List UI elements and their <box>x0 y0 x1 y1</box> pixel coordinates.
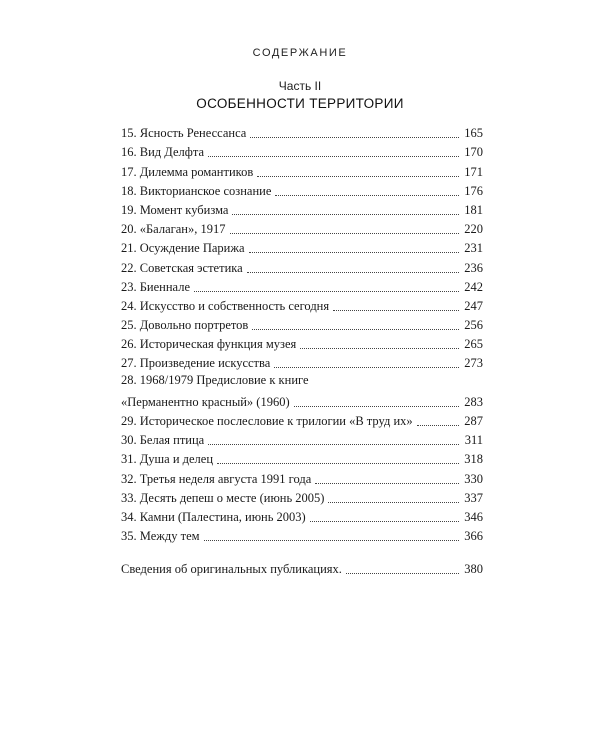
toc-entry-title: 15. Ясность Ренессанса <box>121 126 247 141</box>
dot-leader <box>250 137 459 138</box>
toc-entry-page: 247 <box>464 298 483 313</box>
toc-entry <box>121 180 483 199</box>
toc-entry-page: 287 <box>464 414 483 429</box>
toc-entry-page: 181 <box>464 202 483 217</box>
dot-leader <box>346 573 459 574</box>
toc-entry-title: 19. Момент кубизма <box>121 202 229 217</box>
dot-leader <box>315 483 459 484</box>
toc-entry-page: 318 <box>464 452 483 467</box>
section-spacer <box>121 544 483 558</box>
toc-entry-page: 283 <box>464 394 483 409</box>
toc-entry <box>121 410 483 429</box>
toc-entry <box>121 160 483 179</box>
toc-entry <box>121 448 483 467</box>
toc-entry <box>121 525 483 544</box>
toc-entry-title: 29. Историческое послесловие к трилогии «В труд их» <box>121 414 413 429</box>
toc-entry <box>121 314 483 333</box>
toc-entry <box>121 276 483 295</box>
dot-leader <box>208 156 459 157</box>
toc-entry <box>121 429 483 448</box>
toc-entry-page: 220 <box>464 222 483 237</box>
toc-entry-page: 176 <box>464 183 483 198</box>
dot-leader <box>257 176 459 177</box>
dot-leader <box>217 463 459 464</box>
toc-entry-title: 35. Между тем <box>121 529 200 544</box>
toc-entry-title: 16. Вид Делфта <box>121 145 204 160</box>
toc-entry <box>121 371 483 409</box>
toc-entry-title: 28. 1968/1979 Предисловие к книге <box>121 373 309 388</box>
toc-entry-title: 20. «Балаган», 1917 <box>121 222 226 237</box>
dot-leader <box>333 310 459 311</box>
toc-entry-title: 18. Викторианское сознание <box>121 183 272 198</box>
dot-leader <box>232 214 459 215</box>
dot-leader <box>300 348 459 349</box>
toc-entry-title: 25. Довольно портретов <box>121 318 249 333</box>
toc-entry <box>121 467 483 486</box>
toc-entry <box>121 506 483 525</box>
toc-entry-title: 21. Осуждение Парижа <box>121 241 245 256</box>
dot-leader <box>208 444 459 445</box>
toc-entry <box>121 333 483 352</box>
toc-entry-title: 24. Искусство и собственность сегодня <box>121 298 330 313</box>
toc-entry-title: 30. Белая птица <box>121 433 205 448</box>
dot-leader <box>230 233 460 234</box>
toc-entry <box>121 122 483 141</box>
toc-entry-continuation <box>121 391 483 410</box>
toc-entry-page: 380 <box>464 562 483 577</box>
toc-entry-title-line2: «Перманентно красный» (1960) <box>121 394 290 409</box>
toc-entry-page: 337 <box>464 490 483 505</box>
toc-entry-title: 34. Камни (Палестина, июнь 2003) <box>121 509 306 524</box>
toc-entry-page: 165 <box>464 126 483 141</box>
toc-entry-title: 23. Биеннале <box>121 279 190 294</box>
toc-entry-title: 33. Десять депеш о месте (июнь 2005) <box>121 490 325 505</box>
toc-entry-title: 27. Произведение искусства <box>121 356 271 371</box>
running-head: СОДЕРЖАНИЕ <box>252 47 348 59</box>
toc-entry-title: 22. Советская эстетика <box>121 260 243 275</box>
dot-leader <box>194 291 459 292</box>
toc-entry-page: 231 <box>464 241 483 256</box>
toc-entry-page: 242 <box>464 279 483 294</box>
toc-entry-page: 311 <box>464 433 483 448</box>
toc-entry-page: 256 <box>464 318 483 333</box>
toc-entry <box>121 352 483 371</box>
toc-entry <box>121 256 483 275</box>
toc-entry-page: 265 <box>464 337 483 352</box>
toc-entry-title: 31. Душа и делец <box>121 452 214 467</box>
toc-entry-page: 273 <box>464 356 483 371</box>
toc-entry <box>121 487 483 506</box>
dot-leader <box>252 329 459 330</box>
dot-leader <box>328 502 459 503</box>
dot-leader <box>417 425 459 426</box>
toc-entry-page: 171 <box>464 164 483 179</box>
toc-entry <box>121 218 483 237</box>
toc-entry <box>121 237 483 256</box>
toc-entry-title: 26. Историческая функция музея <box>121 337 297 352</box>
dot-leader <box>310 521 459 522</box>
dot-leader <box>274 367 459 368</box>
toc-entry-title: 32. Третья неделя августа 1991 года <box>121 471 312 486</box>
dot-leader <box>275 195 459 196</box>
dot-leader <box>247 272 459 273</box>
part-label: Часть II <box>278 79 322 93</box>
dot-leader <box>204 540 459 541</box>
dot-leader <box>294 406 459 407</box>
toc-entry-page: 366 <box>464 529 483 544</box>
toc-entry-title: 17. Дилемма романтиков <box>121 164 254 179</box>
dot-leader <box>249 252 459 253</box>
toc-entry-appendix <box>121 558 483 577</box>
toc-entry-page: 346 <box>464 509 483 524</box>
table-of-contents <box>121 122 483 577</box>
part-title: ОСОБЕННОСТИ ТЕРРИТОРИИ <box>196 96 404 111</box>
toc-entry-page: 236 <box>464 260 483 275</box>
toc-entry <box>121 295 483 314</box>
toc-entry-page: 170 <box>464 145 483 160</box>
toc-entry-title: Сведения об оригинальных публикациях. <box>121 562 342 577</box>
toc-entry-page: 330 <box>464 471 483 486</box>
toc-entry <box>121 199 483 218</box>
toc-entry <box>121 141 483 160</box>
